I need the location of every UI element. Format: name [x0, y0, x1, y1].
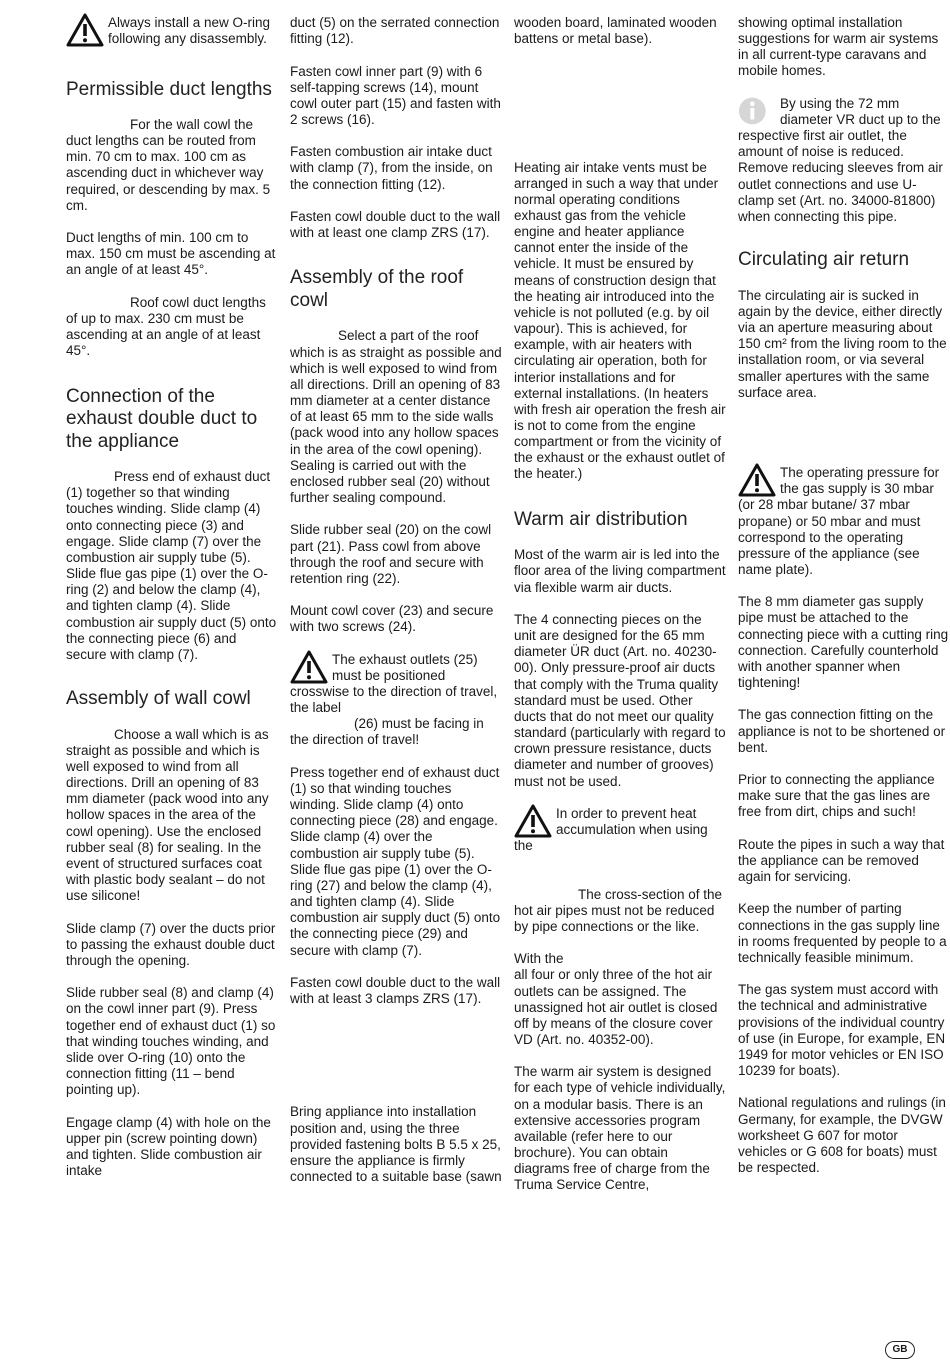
info-icon	[738, 94, 772, 128]
heading-roof-cowl: Assembly of the roof cowl	[290, 267, 464, 311]
column-2	[290, 15, 502, 1201]
warning-text: The exhaust outlets (25) must be positioned crosswise to the direction of travel, the label	[290, 651, 498, 716]
warning-text: In order to prevent heat accumulation when using the	[514, 805, 708, 854]
warning-icon	[514, 804, 552, 838]
paragraph: Choose a wall which is as straight as possible and which is well exposed to wind from all directions. Drill an opening of 83 mm diameter (pack wood into any hollow spaces in the area of the cowl opening). Use the enclosed rubber seal (8) for sealing. In the event of structured surfaces coat with plastic body sealant – do not use silicone!	[66, 726, 269, 904]
paragraph: The warm air system is designed for each type of vehicle individually, on a modular basis. There is an extensive accessories program available (refer here to our brochure). You can obtain diagrams free of charge from the Truma Service Centre,	[514, 1064, 726, 1193]
paragraph: Slide clamp (7) over the ducts prior to passing the exhaust double duct through the opening.	[66, 920, 276, 968]
language-badge: GB	[885, 1341, 915, 1359]
paragraph: National regulations and rulings (in Germany, for example, the DVGW worksheet G 607 for motor vehicles or G 608 for boats) must be respected.	[738, 1095, 946, 1175]
paragraph: Route the pipes in such a way that the appliance can be removed again for servicing.	[738, 836, 945, 885]
paragraph: Most of the warm air is led into the floor area of the living compartment via flexible warm air ducts.	[514, 547, 726, 595]
paragraph: Fasten combustion air intake duct with clamp (7), from the inside, on the connection fitting (12).	[290, 144, 493, 192]
paragraph: Press end of exhaust duct (1) together so that winding touches winding. Slide clamp (4) onto connecting piece (3) and engage. Slide clamp (7) over the combustion air supply tube (5). Slide flue gas pipe (1) over the O-ring (2) and below the clamp (4), and tighten clamp (4). Slide combustion air supply duct (5) onto the connecting piece (6) and secure with clamp (7).	[66, 469, 277, 662]
paragraph: Slide rubber seal (8) and clamp (4) on the cowl inner part (9). Press together end of exhaust duct (1) so that winding touches winding, and slide over O-ring (10) onto the connection fitting (11 – bend pointing up).	[66, 985, 276, 1098]
paragraph: Fasten cowl inner part (9) with 6 self-tapping screws (14), mount cowl outer part (15) and fasten with 2 screws (16).	[290, 63, 501, 127]
warning-note	[290, 652, 502, 749]
warning-note	[66, 15, 278, 47]
paragraph: For the wall cowl the duct lengths can be routed from min. 70 cm to max. 100 cm as ascending duct in whichever way required, or descending by max. 5 cm.	[66, 117, 271, 213]
paragraph: Bring appliance into installation position and, using the three provided fastening bolts B 5.5 x 25, ensure the appliance is firmly connected to a suitable base (sawn	[290, 1104, 502, 1184]
paragraph: Duct lengths of min. 100 cm to max. 150 cm must be ascending at an angle of at least 45°.	[66, 230, 276, 278]
paragraph: Mount cowl cover (23) and secure with two screws (24).	[290, 603, 494, 635]
column-3	[514, 15, 726, 1210]
info-note	[738, 96, 950, 225]
paragraph: showing optimal installation suggestions for warm air systems in all current-type caravans and mobile homes.	[738, 15, 939, 79]
warning-text-cont: (26) must be facing in the direction of travel!	[290, 716, 484, 748]
column-4	[738, 15, 950, 1192]
paragraph: Fasten cowl double duct to the wall with at least 3 clamps ZRS (17).	[290, 974, 501, 1007]
heading-duct-lengths: Permissible duct lengths	[66, 78, 272, 100]
column-1	[66, 15, 278, 1195]
paragraph: The gas connection fitting on the appliance is not to be shortened or bent.	[738, 707, 946, 755]
paragraph: Roof cowl duct lengths of up to max. 230 cm must be ascending at an angle of at least 45°.	[66, 294, 266, 359]
paragraph: Keep the number of parting connections in the gas supply line in rooms frequented by people to a technically feasible minimum.	[738, 901, 947, 965]
warning-note	[738, 465, 950, 578]
paragraph: The gas system must accord with the technical and administrative provisions of the individual country of use (in Europe, for example, EN 1949 for motor vehicles or EN ISO 10239 for boats).	[738, 982, 946, 1078]
paragraph: Heating air intake vents must be arranged in such a way that under normal operating conditions exhaust gas from the vehicle engine and heater appliance cannot enter the inside of the vehicle. It must be ensured by means of construction design that the heating air introduced into the vehicle is not polluted (e.g. by oil vapour). This is achieved, for example, with air heaters with circulating air operation, both for interior installations and for external installations. (In heaters with fresh air operation the fresh air is not to come from the engine compartment or from the vicinity of the exhaust or the exhaust outlet of the heater.)	[514, 159, 726, 482]
paragraph: The 4 connecting pieces on the unit are designed for the 65 mm diameter ÜR duct (Art. no. 40230-00). Only pressure-proof air ducts that comply with the Truma quality standard must be used. Other ducts that do not meet our quality standard (particularly with regard to crown pressure resistance, ducts diameter and number of grooves) must not be used.	[514, 611, 726, 789]
paragraph: The 8 mm diameter gas supply pipe must be attached to the connecting piece with a cutting ring connection. Carefully counterhold with another spanner when tightening!	[738, 594, 949, 691]
paragraph: With the all four or only three of the hot air outlets can be assigned. The unassigned hot air outlet is closed off by means of the closure cover VD (Art. no. 40352-00).	[514, 951, 718, 1047]
warning-note	[514, 806, 726, 854]
paragraph: duct (5) on the serrated connection fitting (12).	[290, 15, 500, 47]
paragraph: The circulating air is sucked in again by the device, either directly via an aperture measuring about 150 cm² from the living room to the installation room, or via several smaller apertures with the same surface area.	[738, 287, 947, 400]
warning-icon	[738, 463, 776, 497]
warning-text: Always install a new O-ring following any disassembly.	[108, 15, 271, 47]
paragraph: Engage clamp (4) with hole on the upper pin (screw pointing down) and tighten. Slide combustion air intake	[66, 1114, 271, 1178]
paragraph: Slide rubber seal (20) on the cowl part (21). Pass cowl from above through the roof and secure with retention ring (22).	[290, 522, 492, 586]
paragraph: Prior to connecting the appliance make sure that the gas lines are free from dirt, chips and such!	[738, 772, 935, 820]
paragraph: Fasten cowl double duct to the wall with at least one clamp ZRS (17).	[290, 208, 501, 241]
paragraph: The cross-section of the hot air pipes must not be reduced by pipe connections or the like.	[514, 886, 723, 934]
warning-icon	[66, 13, 104, 47]
paragraph: Press together end of exhaust duct (1) so that winding touches winding. Slide clamp (4) onto connecting piece (28) and engage. Slide clamp (4) over the combustion air supply tube (5). Slide flue gas pipe (1) over the O-ring (27) and below the clamp (4), and tighten clamp (4). Slide combustion air supply duct (5) onto the connecting piece (29) and secure with clamp (7).	[290, 764, 501, 958]
paragraph: Select a part of the roof which is as straight as possible and which is well exposed to wind from all directions. Drill an opening of 83 mm diameter at a center distance of at least 65 mm to the side walls (pack wood into any hollow spaces in the area of the cowl opening). Sealing is carried out with the enclosed rubber seal (20) without further sealing compound.	[290, 328, 502, 506]
warning-icon	[290, 650, 328, 684]
heading-wall-cowl: Assembly of wall cowl	[66, 688, 251, 710]
warning-text: The operating pressure for the gas supply is 30 mbar (or 28 mbar butane/ 37 mbar propane) or 50 mbar and must correspond to the operating pressure of the appliance (see name plate).	[738, 465, 940, 577]
heading-circulating-air: Circulating air return	[738, 249, 910, 271]
heading-connection: Connection of the exhaust double duct to the appliance	[66, 385, 258, 452]
paragraph: wooden board, laminated wooden battens or metal base).	[514, 15, 717, 47]
heading-warm-air: Warm air distribution	[514, 508, 688, 530]
info-text: By using the 72 mm diameter VR duct up to the respective first air outlet, the amount of noise is reduced. Remove reducing sleeves from air outlet connections and use U-clamp set (Art. no. 34000-81800) when connecting this pipe.	[738, 95, 943, 224]
